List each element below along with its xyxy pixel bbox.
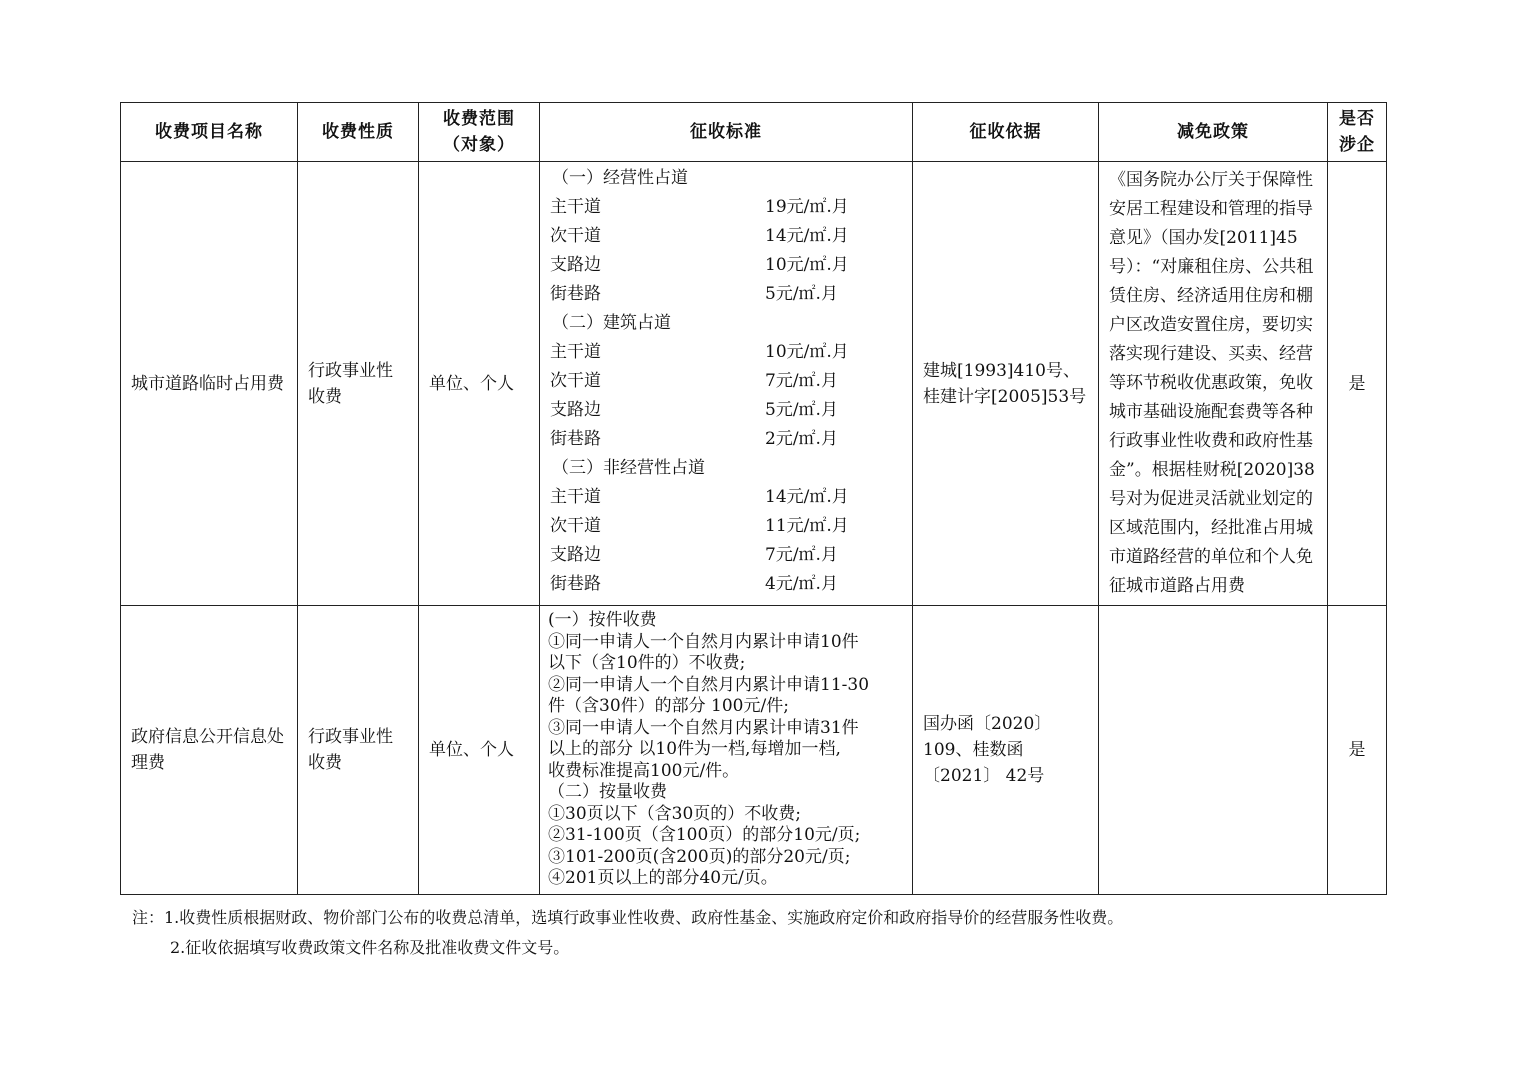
item-name: 城市道路临时占用费 xyxy=(121,162,298,606)
standard-line: 以下（含10件的）不收费; xyxy=(548,653,746,673)
rate-value: 5元/㎡.月 xyxy=(765,400,838,420)
road-type: 支路边 xyxy=(550,545,601,565)
standard-line: （二）按量收费 xyxy=(548,782,667,802)
rate-value: 11元/㎡.月 xyxy=(765,516,849,536)
rate-row xyxy=(550,512,902,541)
standard-line: ③同一申请人一个自然月内累计申请31件 xyxy=(548,717,859,738)
section-title: （二）建筑占道 xyxy=(552,313,671,333)
road-type: 次干道 xyxy=(550,371,601,391)
rate-row xyxy=(550,425,902,454)
road-type: 主干道 xyxy=(550,487,601,507)
fee-basis: 建城[1993]410号、桂建计字[2005]53号 xyxy=(913,162,1099,606)
rate-row xyxy=(550,193,902,222)
rate-value: 10元/㎡.月 xyxy=(765,342,849,362)
section-title: （一）经营性占道 xyxy=(552,168,688,188)
standard-line: 收费标准提高100元/件。 xyxy=(548,760,740,781)
rate-row xyxy=(550,251,902,280)
rate-value: 4元/㎡.月 xyxy=(765,574,838,594)
standard-line: (一）按件收费 xyxy=(548,610,657,630)
table-row xyxy=(121,606,1387,895)
fee-scope: 单位、个人 xyxy=(419,162,540,606)
rate-value: 2元/㎡.月 xyxy=(765,429,838,449)
enterprise-flag: 是 xyxy=(1328,162,1387,606)
fee-basis: 国办函〔2020〕109、桂数函〔2021〕 42号 xyxy=(913,606,1099,895)
standard-line: ②同一申请人一个自然月内累计申请11-30 xyxy=(548,674,870,695)
rate-value: 7元/㎡.月 xyxy=(765,371,838,391)
item-name: 政府信息公开信息处理费 xyxy=(121,606,298,895)
fee-policy: 《国务院办公厅关于保障性安居工程建设和管理的指导意见》（国办发[2011]45号）：“对廉租住房、公共租赁住房、经济适用住房和棚户区改造安置住房，要切实落实现行建设、买卖、经营等环节税收优惠政策，免收城市基础设施配套费等各种行政事业性收费和政府性基金”。根据桂财税[2020]38号对为促进灵活就业划定的区域范围内，经批准占用城市道路经营的单位和个人免征城市道路占用费 xyxy=(1099,162,1328,606)
standard-line: ④201页以上的部分40元/页。 xyxy=(548,868,778,888)
road-type: 街巷路 xyxy=(550,429,601,449)
rate-row xyxy=(550,280,902,309)
rate-value: 14元/㎡.月 xyxy=(765,226,849,246)
fee-scope: 单位、个人 xyxy=(419,606,540,895)
road-type: 主干道 xyxy=(550,197,601,217)
header-nature: 收费性质 xyxy=(298,103,419,162)
fee-standard xyxy=(540,606,913,895)
fee-nature: 行政事业性收费 xyxy=(298,162,419,606)
standard-line: ①同一申请人一个自然月内累计申请10件 xyxy=(548,631,859,652)
rate-row xyxy=(550,541,902,570)
fee-nature: 行政事业性收费 xyxy=(298,606,419,895)
header-enterprise: 是否涉企 xyxy=(1328,103,1387,162)
header-row xyxy=(121,103,1387,162)
enterprise-flag: 是 xyxy=(1328,606,1387,895)
rate-row xyxy=(550,570,902,599)
road-type: 主干道 xyxy=(550,342,601,362)
rate-value: 19元/㎡.月 xyxy=(765,197,849,217)
rate-row xyxy=(550,222,902,251)
standard-line: ②31-100页（含100页）的部分10元/页; xyxy=(548,825,861,845)
header-basis: 征收依据 xyxy=(913,103,1099,162)
header-scope: 收费范围（对象） xyxy=(419,103,540,162)
fee-policy xyxy=(1099,606,1328,895)
road-type: 支路边 xyxy=(550,400,601,420)
road-type: 支路边 xyxy=(550,255,601,275)
rate-row xyxy=(550,367,902,396)
notes xyxy=(132,903,1123,963)
fee-standard xyxy=(540,162,913,606)
fee-table xyxy=(120,102,1387,895)
rate-row xyxy=(550,396,902,425)
section-title: （三）非经营性占道 xyxy=(552,458,705,478)
standard-line: 件（含30件）的部分 100元/件; xyxy=(548,696,789,716)
rate-row xyxy=(550,483,902,512)
rate-row xyxy=(550,338,902,367)
rate-value: 14元/㎡.月 xyxy=(765,487,849,507)
standard-line: 以上的部分 以10件为一档,每增加一档, xyxy=(548,739,841,759)
rate-value: 5元/㎡.月 xyxy=(765,284,838,304)
road-type: 次干道 xyxy=(550,226,601,246)
rate-value: 7元/㎡.月 xyxy=(765,545,838,565)
road-type: 街巷路 xyxy=(550,574,601,594)
note-line: 注：1.收费性质根据财政、物价部门公布的收费总清单，选填行政事业性收费、政府性基金、实施政府定价和政府指导价的经营服务性收费。 xyxy=(132,908,1124,927)
header-policy: 减免政策 xyxy=(1099,103,1328,162)
road-type: 次干道 xyxy=(550,516,601,536)
road-type: 街巷路 xyxy=(550,284,601,304)
standard-line: ③101-200页(含200页)的部分20元/页; xyxy=(548,846,851,867)
note-line: 2.征收依据填写收费政策文件名称及批准收费文件文号。 xyxy=(170,938,570,957)
header-item-name: 收费项目名称 xyxy=(121,103,298,162)
header-standard: 征收标准 xyxy=(540,103,913,162)
standard-line: ①30页以下（含30页的）不收费; xyxy=(548,803,801,824)
table-row xyxy=(121,162,1387,606)
rate-value: 10元/㎡.月 xyxy=(765,255,849,275)
